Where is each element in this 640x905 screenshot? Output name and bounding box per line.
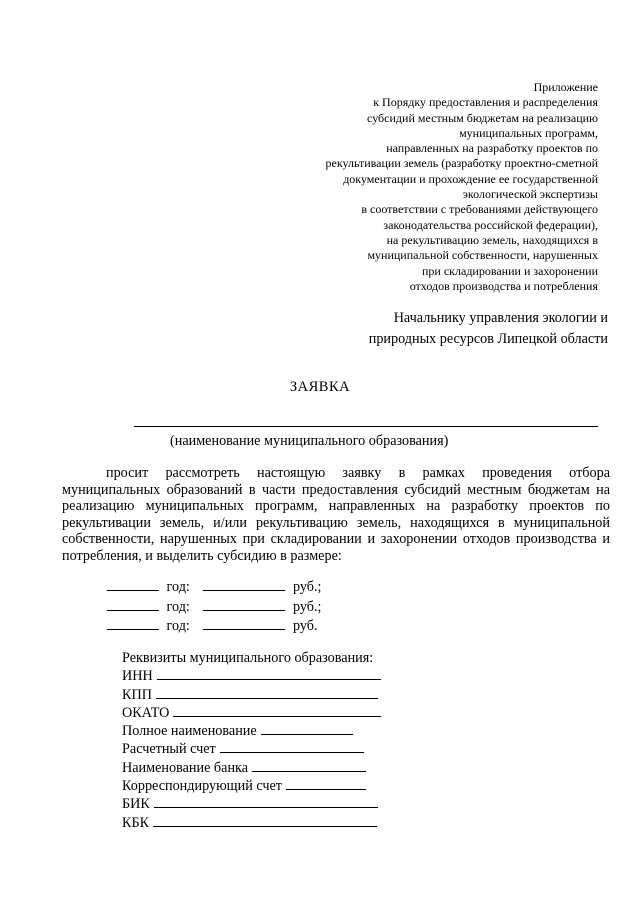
appendix-line: в соответствии с требованиями действующего: [361, 202, 598, 217]
requisite-kbk: [122, 814, 381, 832]
requisite-inn: [122, 667, 381, 685]
appendix-line: Приложение: [533, 80, 598, 94]
bank-name-field[interactable]: [252, 759, 366, 772]
appendix-line: отходов производства и потребления: [409, 278, 598, 293]
currency-label: руб.;: [292, 598, 322, 615]
appendix-block: [268, 80, 598, 294]
requisite-bik: [122, 795, 381, 813]
requisites-block: [122, 650, 381, 832]
requisite-account: [122, 740, 381, 758]
year-label: год:: [166, 618, 190, 634]
year-field[interactable]: [107, 617, 159, 630]
corr-account-field[interactable]: [286, 777, 366, 790]
appendix-line: к Порядку предоставления и распределения: [373, 95, 598, 110]
full-name-field[interactable]: [261, 722, 353, 735]
year-label: год:: [166, 598, 190, 615]
requisite-label: Корреспондирующий счет: [122, 778, 282, 795]
amount-field[interactable]: [203, 617, 285, 630]
okato-field[interactable]: [173, 704, 381, 717]
subsidy-year-row: [107, 598, 321, 618]
appendix-line: направленных на разработку проектов по: [386, 141, 598, 156]
amount-field[interactable]: [203, 598, 285, 611]
amount-field[interactable]: [203, 578, 285, 591]
appendix-line: при складировании и захоронении: [422, 263, 598, 278]
requisite-label: КБК: [122, 814, 150, 831]
appendix-line: на рекультивацию земель, находящихся в: [386, 232, 598, 247]
requisite-label: ОКАТО: [122, 704, 170, 721]
requisite-label: КПП: [122, 686, 152, 703]
currency-label: руб.: [292, 618, 318, 634]
subsidy-year-row: [107, 578, 321, 598]
requisite-corr-account: [122, 777, 381, 795]
appendix-line: муниципальных программ,: [459, 125, 598, 140]
addressee-block: [308, 308, 608, 350]
subsidy-years-block: [107, 578, 321, 637]
appendix-line: документации и прохождение ее государственной: [343, 171, 598, 186]
municipality-caption: (наименование муниципального образования): [170, 433, 449, 449]
municipality-name-field[interactable]: [134, 426, 598, 427]
year-field[interactable]: [107, 598, 159, 611]
currency-label: руб.;: [292, 579, 322, 595]
requisite-label: Наименование банка: [122, 759, 249, 776]
addressee-line: Начальнику управления экологии и: [393, 310, 608, 326]
appendix-line: экологической экспертизы: [462, 187, 598, 202]
requisite-full-name: [122, 722, 381, 740]
request-paragraph: [62, 465, 610, 565]
document-title: ЗАЯВКА: [289, 379, 351, 395]
kpp-field[interactable]: [156, 686, 378, 699]
addressee-line: природных ресурсов Липецкой области: [368, 331, 608, 347]
bik-field[interactable]: [154, 795, 378, 808]
request-text: просит рассмотреть настоящую заявку в рамках проведения отбора муниципальных образований в части предоставления субсидий местным бюджетам на реализацию муниципальных программ, направленных на разработку проектов по рекультивации земель, и/или рекультивацию земель, находящихся в муниципальной собственности, нарушенных при складировании и захоронении отходов производства и потребления, и выделить субсидию в размере:: [62, 465, 610, 564]
appendix-line: муниципальной собственности, нарушенных: [367, 248, 598, 263]
requisites-heading: Реквизиты муниципального образования:: [122, 650, 374, 666]
year-label: год:: [166, 579, 190, 595]
inn-field[interactable]: [157, 667, 381, 680]
year-field[interactable]: [107, 578, 159, 591]
kbk-field[interactable]: [153, 814, 377, 827]
requisite-okato: [122, 704, 381, 722]
appendix-line: законодательства российской федерации),: [383, 217, 598, 232]
account-field[interactable]: [220, 740, 364, 753]
appendix-line: субсидий местным бюджетам на реализацию: [367, 110, 598, 125]
subsidy-year-row: [107, 617, 321, 637]
requisite-label: ИНН: [122, 668, 153, 685]
requisite-label: БИК: [122, 796, 150, 813]
requisite-bank-name: [122, 759, 381, 777]
appendix-line: рекультивации земель (разработку проектно-сметной: [325, 156, 598, 171]
requisite-label: Расчетный счет: [122, 741, 216, 758]
requisite-label: Полное наименование: [122, 723, 257, 740]
requisite-kpp: [122, 686, 381, 704]
